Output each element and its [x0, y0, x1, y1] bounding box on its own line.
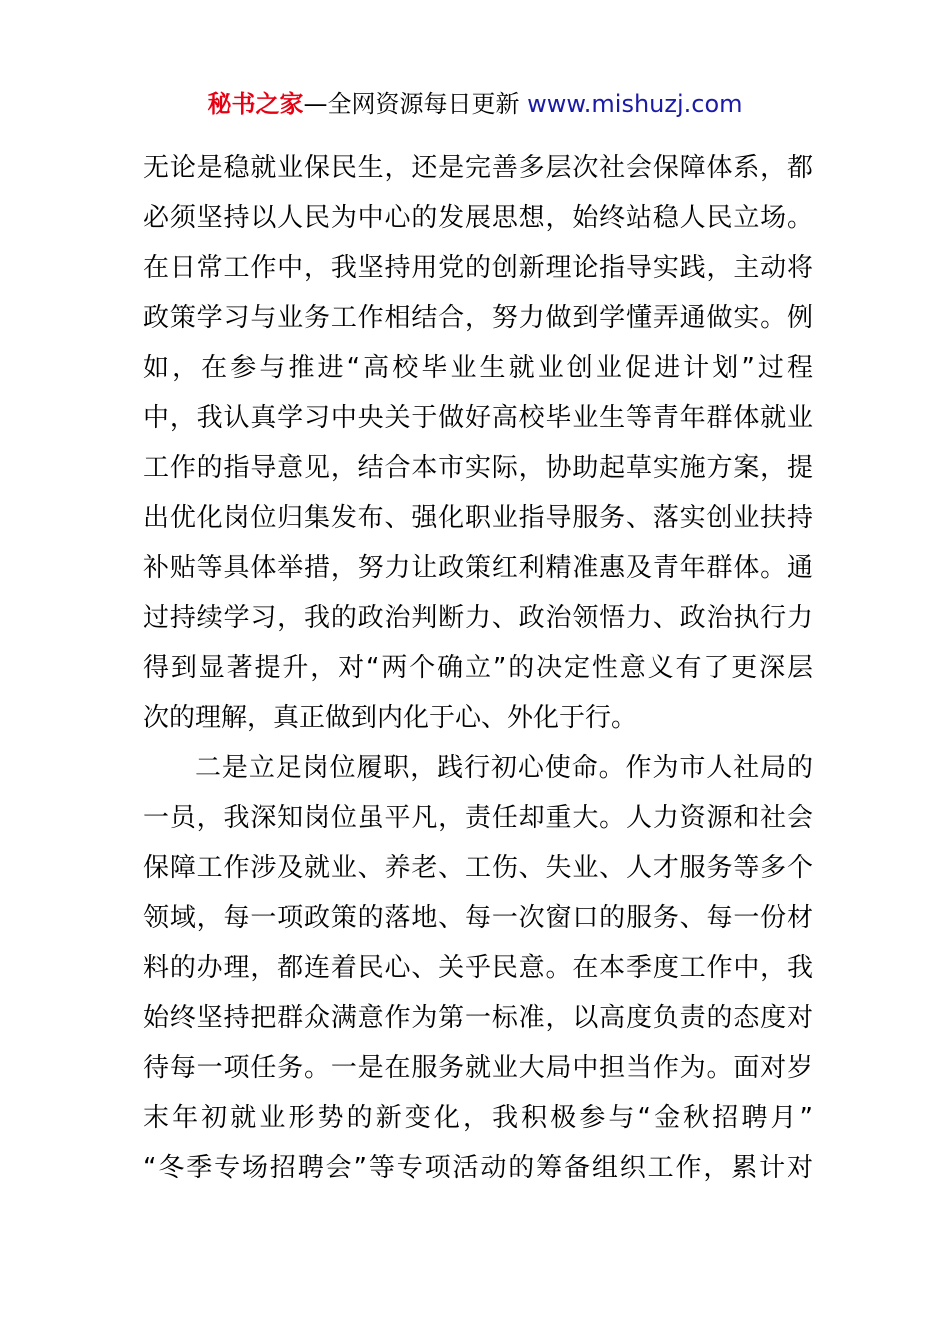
- text-line: “冬季专场招聘会”等专项活动的筹备组织工作，累计对: [143, 1153, 813, 1183]
- text-line: 次的理解，真正做到内化于心、外化于行。: [143, 703, 638, 733]
- text-line: 二是立足岗位履职，践行初心使命。作为市人社局的: [195, 753, 813, 783]
- paragraph-1: [143, 143, 813, 743]
- text-line: 中，我认真学习中央关于做好高校毕业生等青年群体就业: [143, 403, 813, 433]
- text-line: 领域，每一项政策的落地、每一次窗口的服务、每一份材: [143, 903, 813, 933]
- text-line: 必须坚持以人民为中心的发展思想，始终站稳人民立场。: [143, 203, 813, 233]
- text-line: 料的办理，都连着民心、关乎民意。在本季度工作中，我: [143, 953, 813, 983]
- text-line: 出优化岗位归集发布、强化职业指导服务、落实创业扶持: [143, 503, 813, 533]
- text-line: 得到显著提升，对“两个确立”的决定性意义有了更深层: [143, 653, 813, 683]
- site-url-link[interactable]: www.mishuzj.com: [527, 90, 743, 118]
- text-line: 始终坚持把群众满意作为第一标准，以高度负责的态度对: [143, 1003, 813, 1033]
- document-body: [143, 143, 813, 1193]
- text-line: 如，在参与推进“高校毕业生就业创业促进计划”过程: [143, 353, 813, 383]
- text-line: 一员，我深知岗位虽平凡，责任却重大。人力资源和社会: [143, 803, 813, 833]
- site-brand: 秘书之家: [207, 90, 304, 118]
- text-line: 无论是稳就业保民生，还是完善多层次社会保障体系，都: [143, 153, 813, 183]
- text-line: 末年初就业形势的新变化，我积极参与“金秋招聘月”: [143, 1103, 813, 1133]
- text-line: 过持续学习，我的政治判断力、政治领悟力、政治执行力: [143, 603, 813, 633]
- text-line: 保障工作涉及就业、养老、工伤、失业、人才服务等多个: [143, 853, 813, 883]
- text-line: 补贴等具体举措，努力让政策红利精准惠及青年群体。通: [143, 553, 813, 583]
- text-line: 待每一项任务。一是在服务就业大局中担当作为。面对岁: [143, 1053, 813, 1083]
- site-tagline: —全网资源每日更新: [303, 90, 520, 118]
- text-line: 工作的指导意见，结合本市实际，协助起草实施方案，提: [143, 453, 813, 483]
- text-line: 在日常工作中，我坚持用党的创新理论指导实践，主动将: [143, 253, 813, 283]
- text-line: 政策学习与业务工作相结合，努力做到学懂弄通做实。例: [143, 303, 813, 333]
- paragraph-2: [143, 743, 813, 1193]
- site-header: [0, 86, 950, 122]
